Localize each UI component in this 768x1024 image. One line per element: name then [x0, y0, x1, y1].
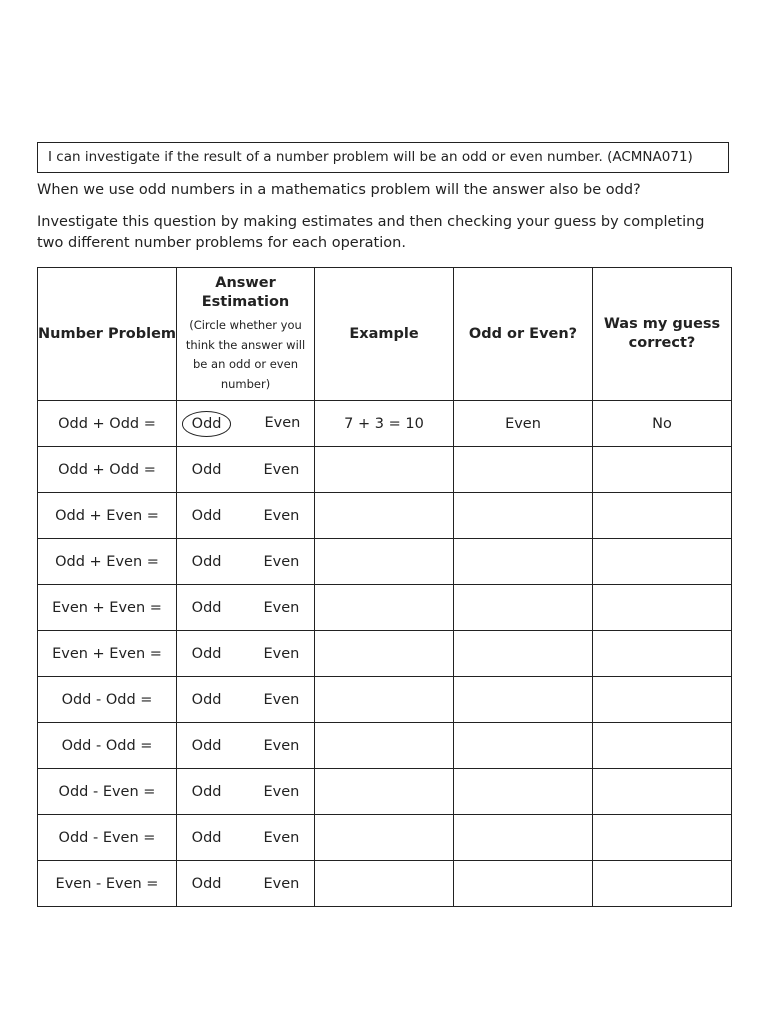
estimate-option-even[interactable]: Even — [264, 414, 301, 431]
header-estimation-title: Answer Estimation — [201, 275, 290, 310]
estimate-option-odd[interactable]: Odd — [191, 829, 222, 846]
number-problem-cell: Odd + Odd = — [38, 401, 177, 447]
odd-or-even-cell[interactable] — [454, 585, 593, 631]
table-row — [38, 677, 732, 723]
answer-estimation-cell — [177, 723, 315, 769]
table-row — [38, 585, 732, 631]
example-cell[interactable] — [315, 493, 454, 539]
answer-estimation-cell — [177, 493, 315, 539]
header-estimation-note: (Circle whether you think the answer will be an odd or even number) — [185, 318, 306, 391]
estimate-option-even[interactable]: Even — [263, 691, 300, 708]
number-problem-cell: Odd - Odd = — [38, 677, 177, 723]
estimate-option-even[interactable]: Even — [263, 645, 300, 662]
odd-or-even-cell[interactable] — [454, 861, 593, 907]
answer-estimation-cell — [177, 585, 315, 631]
number-problem-cell: Even - Even = — [38, 861, 177, 907]
odd-or-even-cell[interactable]: Even — [454, 401, 593, 447]
header-odd-or-even: Odd or Even? — [454, 268, 593, 401]
example-cell[interactable] — [315, 815, 454, 861]
example-cell[interactable] — [315, 677, 454, 723]
estimate-option-odd[interactable]: Odd — [191, 599, 222, 616]
question-text: When we use odd numbers in a mathematics problem will the answer also be odd? — [37, 182, 641, 198]
estimate-option-even[interactable]: Even — [263, 875, 300, 892]
answer-estimation-cell — [177, 769, 315, 815]
answer-estimation-cell — [177, 815, 315, 861]
table-row — [38, 769, 732, 815]
table-row — [38, 539, 732, 585]
table-row — [38, 631, 732, 677]
table-row — [38, 815, 732, 861]
example-cell[interactable] — [315, 723, 454, 769]
answer-estimation-cell — [177, 447, 315, 493]
estimate-option-odd[interactable]: Odd — [191, 783, 222, 800]
example-cell[interactable] — [315, 631, 454, 677]
header-number-problem: Number Problem — [38, 268, 177, 401]
guess-correct-cell[interactable] — [593, 539, 732, 585]
guess-correct-cell[interactable] — [593, 677, 732, 723]
example-cell[interactable]: 7 + 3 = 10 — [315, 401, 454, 447]
instructions-text: Investigate this question by making estimates and then checking your guess by completing two different number problems for each operation. — [37, 214, 705, 251]
estimate-option-odd[interactable]: Odd — [191, 645, 222, 662]
header-guess-correct: Was my guess correct? — [593, 268, 732, 401]
odd-or-even-cell[interactable] — [454, 493, 593, 539]
answer-estimation-cell — [177, 861, 315, 907]
learning-objective: I can investigate if the result of a number problem will be an odd or even number. (ACMNA071) — [37, 142, 729, 173]
odd-or-even-cell[interactable] — [454, 815, 593, 861]
guess-correct-cell[interactable] — [593, 769, 732, 815]
guess-correct-cell[interactable]: No — [593, 401, 732, 447]
estimate-option-even[interactable]: Even — [263, 737, 300, 754]
estimate-option-even[interactable]: Even — [263, 599, 300, 616]
estimate-option-even[interactable]: Even — [263, 783, 300, 800]
example-cell[interactable] — [315, 769, 454, 815]
header-row — [38, 268, 732, 401]
estimate-option-odd[interactable]: Odd — [182, 411, 232, 437]
guess-correct-cell[interactable] — [593, 631, 732, 677]
table-row — [38, 861, 732, 907]
header-example: Example — [315, 268, 454, 401]
answer-estimation-cell — [177, 539, 315, 585]
answer-estimation-cell — [177, 631, 315, 677]
estimate-option-odd[interactable]: Odd — [191, 461, 222, 478]
odd-or-even-cell[interactable] — [454, 447, 593, 493]
estimate-option-odd[interactable]: Odd — [191, 875, 222, 892]
estimate-option-even[interactable]: Even — [263, 553, 300, 570]
number-problem-cell: Odd + Even = — [38, 539, 177, 585]
table-row — [38, 723, 732, 769]
table-row — [38, 493, 732, 539]
number-problem-cell: Odd - Odd = — [38, 723, 177, 769]
number-problem-cell: Even + Even = — [38, 631, 177, 677]
estimate-option-odd[interactable]: Odd — [191, 691, 222, 708]
estimate-option-even[interactable]: Even — [263, 461, 300, 478]
estimate-option-even[interactable]: Even — [263, 829, 300, 846]
guess-correct-cell[interactable] — [593, 815, 732, 861]
number-problem-cell: Odd - Even = — [38, 769, 177, 815]
example-cell[interactable] — [315, 861, 454, 907]
answer-estimation-cell — [177, 677, 315, 723]
table-row — [38, 401, 732, 447]
guess-correct-cell[interactable] — [593, 447, 732, 493]
header-answer-estimation — [177, 268, 315, 401]
answer-estimation-cell — [177, 401, 315, 447]
number-problem-cell: Odd - Even = — [38, 815, 177, 861]
example-cell[interactable] — [315, 447, 454, 493]
number-problem-cell: Odd + Odd = — [38, 447, 177, 493]
guess-correct-cell[interactable] — [593, 723, 732, 769]
estimate-option-odd[interactable]: Odd — [191, 553, 222, 570]
guess-correct-cell[interactable] — [593, 585, 732, 631]
guess-correct-cell[interactable] — [593, 861, 732, 907]
estimate-option-even[interactable]: Even — [263, 507, 300, 524]
estimate-option-odd[interactable]: Odd — [191, 507, 222, 524]
odd-or-even-cell[interactable] — [454, 631, 593, 677]
example-cell[interactable] — [315, 585, 454, 631]
number-problem-cell: Even + Even = — [38, 585, 177, 631]
worksheet-table — [37, 267, 732, 907]
odd-or-even-cell[interactable] — [454, 769, 593, 815]
number-problem-cell: Odd + Even = — [38, 493, 177, 539]
odd-or-even-cell[interactable] — [454, 723, 593, 769]
odd-or-even-cell[interactable] — [454, 539, 593, 585]
estimate-option-odd[interactable]: Odd — [191, 737, 222, 754]
table-row — [38, 447, 732, 493]
guess-correct-cell[interactable] — [593, 493, 732, 539]
odd-or-even-cell[interactable] — [454, 677, 593, 723]
example-cell[interactable] — [315, 539, 454, 585]
